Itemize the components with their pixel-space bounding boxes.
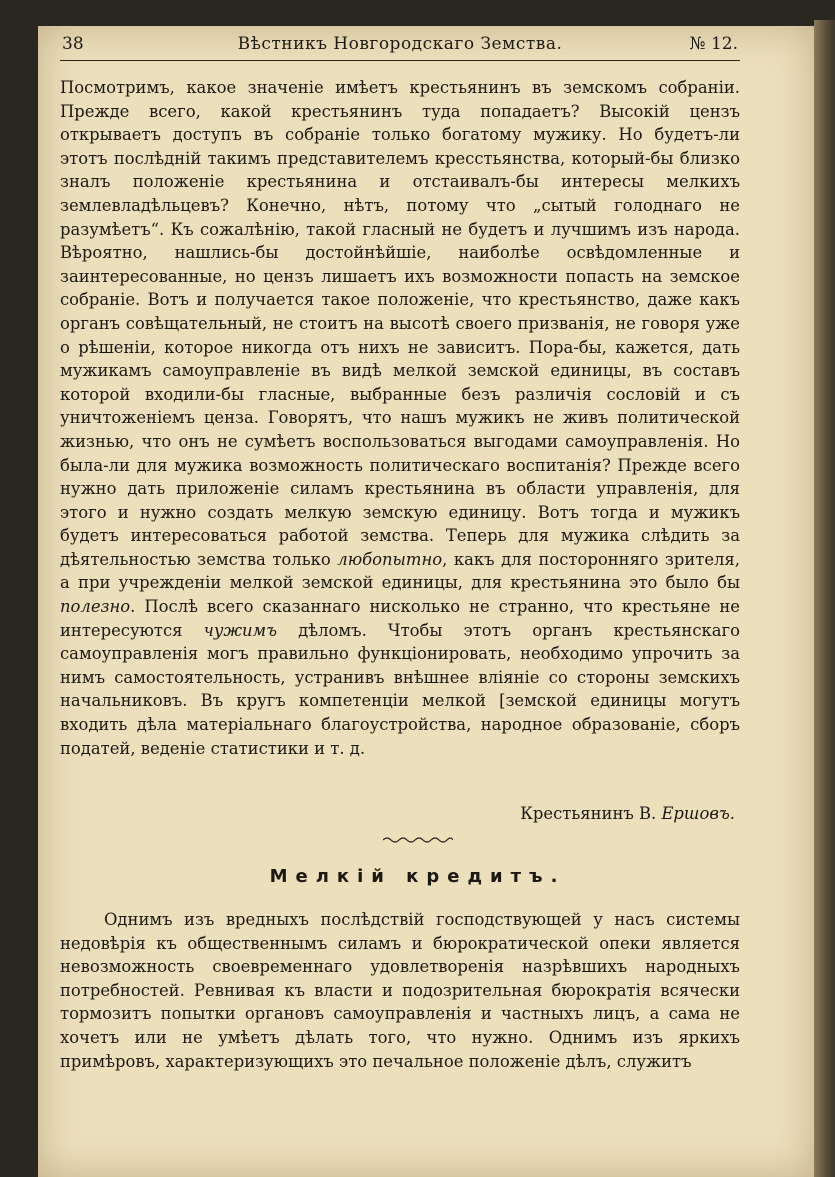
header-rule: [60, 60, 740, 61]
text-segment: дѣломъ. Чтобы этотъ органъ крестьянскаго самоуправленія могъ правильно функціонировать, необходимо упрочить за нимъ самостоятельность, устранивъ внѣшнее вліяніе со стороны земскихъ начальниковъ. Въ кругъ компетенціи мелкой [земской единицы могутъ входить дѣла матеріальнаго благоустройства, народное образованіе, сборъ податей, веденіе статистики и т. д.: [60, 620, 741, 758]
issue-number: № 12.: [689, 34, 738, 54]
signature: [455, 804, 735, 823]
text-segment: . Послѣ всего сказаннаго нисколько не странно, что крестьяне не интересуются: [60, 597, 740, 640]
article2-body: Однимъ изъ вредныхъ послѣдствій господствующей у насъ системы недовѣрія къ общественнымъ силамъ и бюрократической опеки является невозможность своевременнаго удовлетворенія назрѣвшихъ народныхъ потребностей. Ревнивая къ власти и подозрительная бюрократія всячески тормозитъ попытки органовъ самоуправленія и частныхъ лицъ, а сама не хочетъ или не умѣетъ дѣлать того, что нужно. Однимъ изъ яркихъ примѣровъ, характеризующихъ это печальное положеніе дѣлъ, служитъ: [60, 910, 740, 1071]
section-title: Мелкій кредитъ.: [269, 866, 566, 887]
signature-prefix: Крестьянинъ В.: [520, 804, 662, 823]
page-number: 38: [62, 34, 84, 54]
article-body: [60, 76, 740, 760]
text-segment-italic: чужимъ: [203, 620, 278, 640]
text-segment-italic: любопытно: [337, 549, 443, 569]
text-segment-italic: полезно: [60, 597, 131, 617]
article-paragraph: [60, 76, 740, 760]
book-edge: [814, 20, 835, 1177]
journal-title: Вѣстникъ Новгородскаго Земства.: [237, 34, 563, 54]
text-segment: , какъ для посторонняго зрителя, а при учрежденіи мелкой земской единицы, для крестьянина это было бы: [60, 549, 740, 593]
text-segment: Посмотримъ, какое значеніе имѣетъ крестьянинъ въ земскомъ собраніи. Прежде всего, какой крестьянинъ туда попадаетъ? Высокій цензъ открываетъ доступъ въ собраніе только богатому мужику. Но будетъ-ли этотъ послѣдній такимъ представителемъ кресстьянства, который-бы близко зналъ положеніе крестьянина и отстаивалъ-бы интересы мелкихъ землевладѣльцевъ? Конечно, нѣтъ, потому что „сытый голоднаго не разумѣетъ“. Къ сожалѣнію, такой гласный не будетъ и лучшимъ изъ народа. Вѣроятно, нашлись-бы достойнѣйшіе, наиболѣе освѣдомленные и заинтересованные, но цензъ лишаетъ ихъ возможности попасть на земское собраніе. Вотъ и получается такое положеніе, что крестьянство, даже какъ органъ совѣщательный, не стоитъ на высотѣ своего призванія, не говоря уже о рѣшеніи, которое никогда отъ нихъ не зависитъ. Пора-бы, кажется, дать мужикамъ самоуправленіе въ видѣ мелкой земской единицы, въ составъ которой входили-бы гласные, выбранные безъ различія сословій и съ уничтоженіемъ ценза. Говорятъ, что нашъ мужикъ не живъ политической жизнью, что онъ не сумѣетъ воспользоваться выгодами самоуправленія. Но была-ли для мужика возможность политическаго воспитанія? Прежде всего нужно дать приложеніе силамъ крестьянина въ области управленія, для этого и нужно создать мелкую земскую единицу. Вотъ тогда и мужикъ будетъ интересоваться работой земства. Теперь для мужика слѣдить за дѣятельностью земства только: [60, 78, 740, 569]
wavy-ornament-divider: [383, 836, 453, 844]
signature-name: Ершовъ.: [661, 804, 735, 823]
